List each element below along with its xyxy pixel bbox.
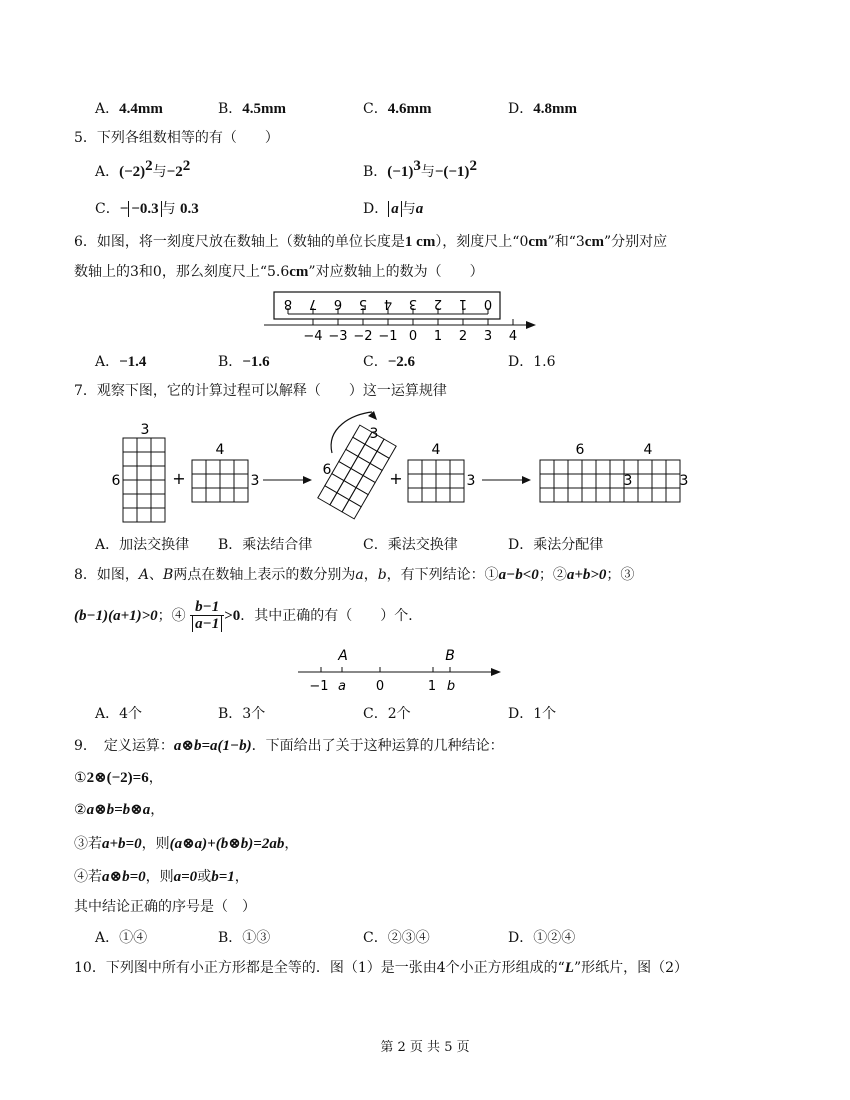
grid-cell <box>151 508 165 522</box>
numberline-ticks <box>313 319 513 325</box>
grid-cell <box>540 474 554 488</box>
axis-label: −3 <box>328 329 348 344</box>
axis-label: −2 <box>353 329 373 344</box>
grid-cell <box>137 466 151 480</box>
grid-cell <box>234 474 248 488</box>
tick-label: 1 <box>427 679 437 694</box>
grid5-right-label: 3 <box>679 473 689 489</box>
grid-cell <box>123 480 137 494</box>
grid-cell <box>582 460 596 474</box>
q9-conclusion-1: ①2⊗(−2)=6， <box>74 770 163 786</box>
grid-cell <box>436 474 450 488</box>
grid3-left-label: 6 <box>322 462 332 478</box>
grid-3x6 <box>123 438 165 522</box>
grid-cell <box>123 466 137 480</box>
q6-option-d[interactable]: D．1.6 <box>508 354 556 370</box>
q5-option-b[interactable]: B．$(-1)^3$与$-(-1)^2$ <box>363 158 477 180</box>
grid5-top-right-label: 4 <box>643 442 653 458</box>
grid-cell <box>234 460 248 474</box>
q9-option-b[interactable]: B．①③ <box>218 930 271 946</box>
q5-stem: 5．下列各组数相等的有（ ） <box>74 130 279 146</box>
q10-stem: 10．下列图中所有小正方形都是全等的．图（1）是一张由4个小正方形组成的“L”形纸片，图（2） <box>74 960 689 976</box>
q8-stem-line1: 8．如图，A、B两点在数轴上表示的数分别为a，b，有下列结论：①a−b<0；②a+b>0；③ <box>74 567 635 583</box>
q7-option-c[interactable]: C．乘法交换律 <box>363 537 458 553</box>
grid-cell <box>363 463 382 482</box>
fraction: $\frac{b-1}{a-1}$ <box>190 599 224 633</box>
grid1-top-label: 3 <box>140 422 150 438</box>
grid-cell <box>666 460 680 474</box>
q9-option-a[interactable]: A．①④ <box>95 930 148 946</box>
tick-label: −1 <box>309 679 329 694</box>
grid-cell <box>192 488 206 502</box>
grid-cell <box>408 460 422 474</box>
grid-cell <box>123 494 137 508</box>
grid-cell <box>450 488 464 502</box>
grid-cell <box>330 493 349 512</box>
grid-cell <box>436 488 450 502</box>
grid2-top-label: 4 <box>215 442 225 458</box>
grid-cell <box>638 474 652 488</box>
grid-cell <box>610 460 624 474</box>
q6-stem-line1: 6．如图，将一刻度尺放在数轴上（数轴的单位长度是1 cm），刻度尺上“0cm”和“3cm”分别对应 <box>74 234 668 250</box>
ruler-mark: 3 <box>408 296 418 311</box>
axis-label: 0 <box>408 329 418 344</box>
point-label-a: A <box>338 648 348 664</box>
grid-cell <box>192 474 206 488</box>
grid-cell <box>234 488 248 502</box>
q9-option-c[interactable]: C．②③④ <box>363 930 430 946</box>
ruler-mark-labels <box>284 296 492 311</box>
q8-stem-line2: (b−1)(a+1)>0；④ $\frac{b-1}{a-1}$ >0．其中正确的有（ ）个． <box>74 599 423 632</box>
grid-cell <box>450 474 464 488</box>
q8-option-b[interactable]: B．3个 <box>218 706 266 722</box>
grid-cell <box>582 474 596 488</box>
q4-option-c[interactable]: C．4.6mm <box>363 101 432 117</box>
axis-label: −4 <box>303 329 323 344</box>
axis-label: 4 <box>508 329 518 344</box>
q7-stem: 7．观察下图，它的计算过程可以解释（ ）这一运算规律 <box>74 383 447 399</box>
grid-cell <box>377 439 396 458</box>
q9-conclusion-4: ④若a⊗b=0，则a=0或b=1， <box>74 869 249 885</box>
grid-cell <box>151 452 165 466</box>
axis-label: 1 <box>433 329 443 344</box>
q4-option-d[interactable]: D．4.8mm <box>508 101 577 117</box>
point-label-b: B <box>445 648 455 664</box>
grid-cell <box>370 451 389 470</box>
grid-cell <box>137 508 151 522</box>
grid-4x3 <box>192 460 248 502</box>
q9-stem: 9． 定义运算：a⊗b=a(1−b)．下面给出了关于这种运算的几种结论： <box>74 738 504 754</box>
grid-cell <box>342 500 361 519</box>
grid-cell <box>408 488 422 502</box>
grid4-right-label: 3 <box>466 473 476 489</box>
q4-option-b[interactable]: B．4.5mm <box>218 101 287 117</box>
grid4-top-label: 4 <box>431 442 441 458</box>
grid-cell <box>610 474 624 488</box>
axis-label: 3 <box>483 329 493 344</box>
ruler-numberline-figure <box>260 290 545 346</box>
q6-option-c[interactable]: C．−2.6 <box>363 354 416 370</box>
ruler-mark: 2 <box>433 296 443 311</box>
grid2-right-label: 3 <box>250 473 260 489</box>
grid-cell <box>206 460 220 474</box>
q7-figure <box>100 408 700 528</box>
grid-cell <box>666 488 680 502</box>
ruler-mark: 0 <box>483 296 493 311</box>
grid-10x3 <box>540 460 680 502</box>
grid-cell <box>638 460 652 474</box>
grid-cell <box>344 469 363 488</box>
ruler-mark: 7 <box>308 296 318 311</box>
grid-cell <box>351 456 370 475</box>
grid-cell <box>666 474 680 488</box>
q5-option-c[interactable]: C．− −0.3 与 0.3 <box>95 201 199 217</box>
grid-cell <box>339 449 358 468</box>
tick-label: b <box>446 679 456 694</box>
grid-cell <box>220 488 234 502</box>
grid5-mid-label: 3 <box>623 473 633 489</box>
grid5-top-left-label: 6 <box>575 442 585 458</box>
q6-option-a[interactable]: A．−1.4 <box>95 354 147 370</box>
grid-cell <box>151 494 165 508</box>
grid-cell <box>337 481 356 500</box>
ruler-mark: 8 <box>283 296 293 311</box>
grid-cell <box>346 437 365 456</box>
ruler-mark: 6 <box>333 296 343 311</box>
grid-cell <box>332 462 351 481</box>
grid-cell <box>206 488 220 502</box>
grid-cell <box>568 488 582 502</box>
q9-option-d[interactable]: D．①②④ <box>508 930 576 946</box>
grid-cell <box>206 474 220 488</box>
grid-cell <box>192 460 206 474</box>
grid-cell <box>624 488 638 502</box>
grid-cell <box>568 460 582 474</box>
axis-label: 2 <box>458 329 468 344</box>
grid-cell <box>151 438 165 452</box>
grid-cell <box>568 474 582 488</box>
q9-conclusion-3: ③若a+b=0，则(a⊗a)+(b⊗b)=2ab， <box>74 836 299 852</box>
grid-cell <box>652 488 666 502</box>
grid-cell <box>123 508 137 522</box>
grid-cell <box>540 488 554 502</box>
ruler-mark: 5 <box>358 296 368 311</box>
q8-option-a[interactable]: A．4个 <box>95 706 143 722</box>
rotation-arc <box>331 412 372 453</box>
q8-numberline <box>296 646 506 694</box>
grid-cell <box>318 486 337 505</box>
axis-label: −1 <box>378 329 398 344</box>
arrow-2-head <box>522 476 531 484</box>
q6-stem-line2: 数轴上的3和0，那么刻度尺上“5.6cm”对应数轴上的数为（ ） <box>74 264 484 280</box>
axis-arrow <box>491 668 501 676</box>
grid-cell <box>624 460 638 474</box>
grid-cell <box>610 488 624 502</box>
grid-cell <box>554 460 568 474</box>
grid-cell <box>596 460 610 474</box>
grid-cell <box>137 452 151 466</box>
grid-cell <box>422 474 436 488</box>
grid-cell <box>220 460 234 474</box>
grid-cell <box>652 474 666 488</box>
plus-sign: + <box>172 469 186 488</box>
q8-option-c[interactable]: C．2个 <box>363 706 411 722</box>
q8-option-d[interactable]: D．1个 <box>508 706 557 722</box>
page-footer: 第 2 页 共 5 页 <box>380 1040 470 1055</box>
q5-option-d[interactable]: D． a 与a <box>363 201 424 217</box>
q7-option-b[interactable]: B．乘法结合律 <box>218 537 313 553</box>
grid-cell <box>151 480 165 494</box>
ruler-mark: 4 <box>383 296 393 311</box>
q5-option-a[interactable]: A．$(-2)^2$与$-2^2$ <box>95 158 191 180</box>
grid-cell <box>349 488 368 507</box>
grid-cell <box>408 474 422 488</box>
numberline-labels <box>303 329 517 344</box>
grid-cell <box>596 488 610 502</box>
q9-question: 其中结论正确的序号是（ ） <box>74 899 256 915</box>
grid-cell <box>123 452 137 466</box>
grid-cell <box>554 488 568 502</box>
q7-option-a[interactable]: A．加法交换律 <box>95 537 190 553</box>
grid3-top-label: 3 <box>369 426 379 442</box>
plus-sign: + <box>389 469 403 488</box>
grid-cell <box>638 488 652 502</box>
q7-option-d[interactable]: D．乘法分配律 <box>508 537 604 553</box>
ruler-mark: 1 <box>458 296 468 311</box>
q4-option-a[interactable]: A．4.4mm <box>95 101 163 117</box>
grid-cell <box>356 476 375 495</box>
arrow-1-head <box>303 476 312 484</box>
grid-cell <box>422 488 436 502</box>
grid-cell <box>652 460 666 474</box>
grid1-left-label: 6 <box>111 473 121 489</box>
grid-cell <box>358 444 377 463</box>
grid-cell <box>596 474 610 488</box>
tick-label: 0 <box>375 679 385 694</box>
grid-cell <box>123 438 137 452</box>
grid-cell <box>137 438 151 452</box>
grid-4x3 <box>408 460 464 502</box>
grid-cell <box>554 474 568 488</box>
q6-option-b[interactable]: B．−1.6 <box>218 354 270 370</box>
grid-cell <box>582 488 596 502</box>
tick-label: a <box>338 679 346 694</box>
grid-cell <box>137 480 151 494</box>
grid-cell <box>450 460 464 474</box>
numberline-arrow <box>526 321 536 329</box>
grid-cell <box>220 474 234 488</box>
q9-conclusion-2: ②a⊗b=b⊗a， <box>74 802 165 818</box>
grid-cell <box>422 460 436 474</box>
grid-cell <box>540 460 554 474</box>
grid-cell <box>436 460 450 474</box>
grid-cell <box>137 494 151 508</box>
grid-cell <box>151 466 165 480</box>
